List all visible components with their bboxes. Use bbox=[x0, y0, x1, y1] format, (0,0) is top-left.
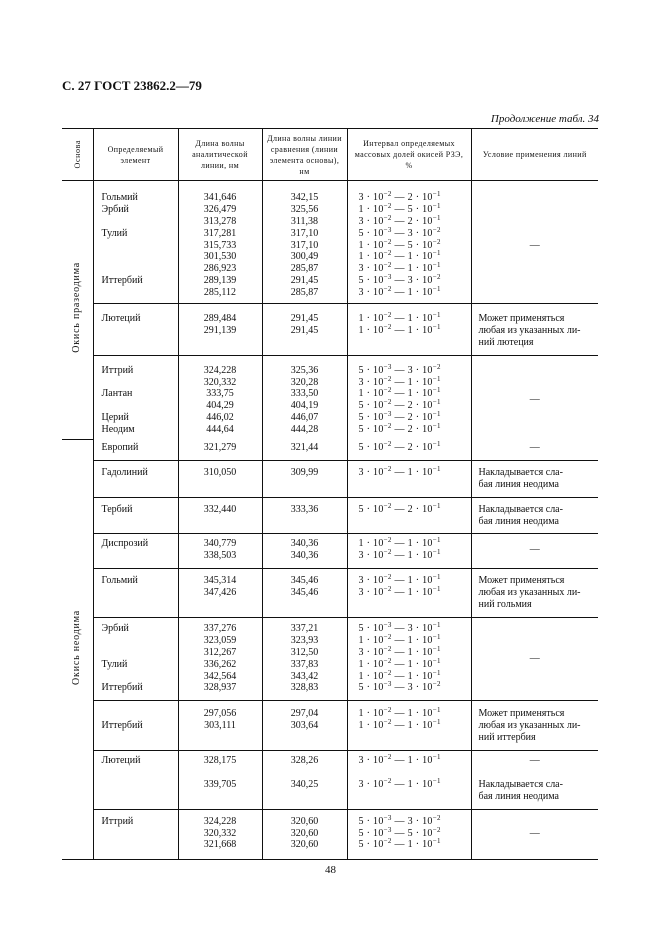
range-value: $5 \cdot 10^{-3}$ — $3 \cdot 10^{-1}$ bbox=[358, 620, 441, 634]
wl-comparison-cell bbox=[262, 534, 347, 569]
wavelength-value: 337,83 bbox=[290, 658, 319, 670]
condition-text: ний иттербия bbox=[478, 732, 536, 744]
element-cell bbox=[93, 304, 178, 356]
wl-analytical-cell bbox=[178, 750, 262, 772]
wavelength-value: 342,564 bbox=[203, 670, 237, 682]
range-value: $3 \cdot 10^{-2}$ — $2 \cdot 10^{-1}$ bbox=[358, 190, 441, 203]
wavelength-value: 312,267 bbox=[203, 646, 237, 658]
condition-text: любая из указанных ли- bbox=[478, 324, 581, 336]
element-name bbox=[102, 635, 178, 647]
element-name bbox=[102, 263, 178, 275]
table-row bbox=[62, 569, 598, 618]
wavelength-value: 325,36 bbox=[290, 364, 319, 376]
wavelength-value: 345,46 bbox=[290, 575, 319, 587]
condition-cell bbox=[471, 773, 598, 809]
element-name bbox=[102, 240, 178, 252]
condition-text: бая линия неодима bbox=[478, 790, 559, 802]
wl-analytical-cell bbox=[178, 773, 262, 809]
element-name: Эрбий bbox=[101, 203, 129, 215]
wavelength-value: 320,332 bbox=[203, 827, 237, 839]
element-name: Иттербий bbox=[101, 720, 143, 732]
element-name: Эрбий bbox=[101, 622, 129, 634]
element-name: Лютеций bbox=[101, 313, 141, 325]
col-header-range: Интервал определяемых массовых долей окисей РЗЭ, % bbox=[347, 129, 471, 181]
range-value: $5 \cdot 10^{-2}$ — $1 \cdot 10^{-1}$ bbox=[358, 837, 441, 851]
wavelength-value: 303,64 bbox=[290, 720, 319, 732]
wavelength-value: 333,75 bbox=[206, 388, 234, 400]
wl-analytical-cell bbox=[178, 534, 262, 569]
wavelength-value: 323,059 bbox=[203, 634, 237, 646]
condition-cell bbox=[471, 617, 598, 700]
element-name bbox=[102, 779, 178, 791]
element-name: Гольмий bbox=[101, 192, 138, 203]
element-cell bbox=[93, 773, 178, 809]
condition-dash: — bbox=[529, 754, 540, 766]
table-row bbox=[62, 497, 598, 534]
element-name: Иттербий bbox=[101, 682, 143, 694]
condition-cell bbox=[471, 439, 598, 460]
wavelength-value: 333,50 bbox=[290, 388, 319, 400]
range-value: $5 \cdot 10^{-2}$ — $2 \cdot 10^{-1}$ bbox=[358, 501, 441, 515]
wavelength-value: 340,36 bbox=[290, 550, 319, 562]
condition-cell bbox=[471, 750, 598, 772]
base-cell bbox=[62, 439, 93, 860]
range-cell bbox=[347, 497, 471, 534]
element-name: Гольмий bbox=[101, 575, 138, 587]
range-cell bbox=[347, 355, 471, 439]
wavelength-value: 404,29 bbox=[206, 400, 234, 412]
range-value: $1 \cdot 10^{-2}$ — $1 \cdot 10^{-1}$ bbox=[358, 656, 441, 670]
wavelength-value: 343,42 bbox=[290, 670, 319, 682]
wavelength-value: 333,36 bbox=[290, 503, 319, 515]
element-name: Тулий bbox=[101, 227, 128, 239]
element-name bbox=[102, 839, 178, 851]
table-row bbox=[62, 773, 598, 809]
wl-comparison-cell bbox=[262, 809, 347, 860]
range-value: $3 \cdot 10^{-2}$ — $1 \cdot 10^{-1}$ bbox=[358, 752, 441, 766]
range-cell bbox=[347, 809, 471, 860]
condition-cell bbox=[471, 181, 598, 304]
range-cell bbox=[347, 701, 471, 751]
wl-comparison-cell bbox=[262, 355, 347, 439]
base-label: Окись неодима bbox=[71, 609, 83, 685]
wavelength-value: 313,278 bbox=[203, 215, 237, 227]
wavelength-value: 404,19 bbox=[290, 400, 319, 412]
element-cell bbox=[93, 809, 178, 860]
element-cell bbox=[93, 701, 178, 751]
range-value: $1 \cdot 10^{-2}$ — $1 \cdot 10^{-1}$ bbox=[358, 632, 441, 646]
wl-comparison-cell bbox=[262, 773, 347, 809]
table-row bbox=[62, 617, 598, 700]
col-header-base: Основа bbox=[62, 129, 93, 181]
range-value: $5 \cdot 10^{-3}$ — $5 \cdot 10^{-2}$ bbox=[358, 825, 441, 839]
condition-text: ний гольмия bbox=[478, 599, 532, 611]
wl-analytical-cell bbox=[178, 181, 262, 304]
wavelength-value: 347,426 bbox=[203, 587, 237, 599]
wl-analytical-cell bbox=[178, 569, 262, 618]
wavelength-value: 328,83 bbox=[290, 682, 319, 694]
range-value: $3 \cdot 10^{-2}$ — $1 \cdot 10^{-1}$ bbox=[358, 585, 441, 599]
condition-text: Может применяться bbox=[478, 313, 565, 325]
condition-text: бая линия неодима bbox=[478, 478, 559, 490]
range-cell bbox=[347, 181, 471, 304]
wavelength-value: 285,112 bbox=[203, 287, 237, 299]
table-row bbox=[62, 750, 598, 772]
wl-analytical-cell bbox=[178, 460, 262, 497]
wl-analytical-cell bbox=[178, 701, 262, 751]
wavelength-value: 339,705 bbox=[203, 778, 237, 790]
table-row bbox=[62, 439, 598, 460]
element-name: Иттрий bbox=[101, 815, 134, 827]
table-row bbox=[62, 304, 598, 356]
wavelength-value: 446,07 bbox=[290, 412, 319, 424]
wavelength-value: 291,45 bbox=[290, 313, 319, 325]
condition-dash: — bbox=[529, 442, 540, 454]
wavelength-value: 321,279 bbox=[203, 442, 237, 454]
condition-dash: — bbox=[529, 652, 540, 664]
wavelength-value: 321,668 bbox=[203, 839, 237, 851]
condition-cell bbox=[471, 534, 598, 569]
range-value: $5 \cdot 10^{-3}$ — $3 \cdot 10^{-2}$ bbox=[358, 813, 441, 827]
table-row bbox=[62, 534, 598, 569]
wavelength-value: 326,479 bbox=[203, 203, 237, 215]
condition-text: Может применяться bbox=[478, 708, 565, 720]
condition-dash: — bbox=[529, 827, 540, 839]
condition-cell bbox=[471, 355, 598, 439]
element-name bbox=[102, 587, 178, 599]
wavelength-value: 286,923 bbox=[203, 263, 237, 275]
range-cell bbox=[347, 439, 471, 460]
element-name bbox=[102, 400, 178, 412]
wavelength-value: 340,36 bbox=[290, 538, 319, 550]
element-cell bbox=[93, 460, 178, 497]
table-header-row bbox=[62, 129, 598, 181]
range-value: $1 \cdot 10^{-2}$ — $1 \cdot 10^{-1}$ bbox=[358, 311, 441, 325]
range-value: $5 \cdot 10^{-3}$ — $3 \cdot 10^{-2}$ bbox=[358, 225, 441, 239]
wavelength-value: 328,26 bbox=[290, 754, 319, 766]
element-cell bbox=[93, 617, 178, 700]
wavelength-value: 289,139 bbox=[203, 275, 237, 287]
range-value: $3 \cdot 10^{-2}$ — $1 \cdot 10^{-1}$ bbox=[358, 374, 441, 388]
range-value: $1 \cdot 10^{-2}$ — $1 \cdot 10^{-1}$ bbox=[358, 322, 441, 336]
range-value: $5 \cdot 10^{-3}$ — $2 \cdot 10^{-1}$ bbox=[358, 410, 441, 424]
wavelength-value: 337,276 bbox=[203, 622, 237, 634]
wavelength-value: 312,50 bbox=[290, 646, 319, 658]
element-name bbox=[102, 708, 178, 720]
condition-cell bbox=[471, 304, 598, 356]
range-value: $3 \cdot 10^{-2}$ — $2 \cdot 10^{-1}$ bbox=[358, 213, 441, 227]
page-header: С. 27 ГОСТ 23862.2—79 bbox=[62, 78, 202, 93]
wavelength-value: 317,281 bbox=[203, 227, 237, 239]
wavelength-value: 291,45 bbox=[290, 324, 319, 336]
range-value: $3 \cdot 10^{-2}$ — $1 \cdot 10^{-1}$ bbox=[358, 464, 441, 478]
element-cell bbox=[93, 534, 178, 569]
wl-comparison-cell bbox=[262, 701, 347, 751]
range-value: $5 \cdot 10^{-3}$ — $3 \cdot 10^{-2}$ bbox=[358, 680, 441, 694]
col-header-wl-comparison: Длина волны линии сравнения (линии элемента основы), нм bbox=[262, 129, 347, 181]
element-cell bbox=[93, 569, 178, 618]
wavelength-value: 285,87 bbox=[290, 287, 319, 299]
condition-dash: — bbox=[529, 544, 540, 556]
condition-text: ний лютеция bbox=[478, 336, 534, 348]
wavelength-value: 332,440 bbox=[203, 503, 237, 515]
wl-comparison-cell bbox=[262, 181, 347, 304]
wavelength-value: 320,60 bbox=[290, 827, 319, 839]
range-value: $1 \cdot 10^{-2}$ — $1 \cdot 10^{-1}$ bbox=[358, 706, 441, 720]
wavelength-value: 317,10 bbox=[290, 239, 319, 251]
wavelength-value: 324,228 bbox=[203, 815, 237, 827]
wavelength-value: 328,937 bbox=[203, 682, 237, 694]
condition-text: Накладывается сла- bbox=[478, 466, 563, 478]
condition-text: Накладывается сла- bbox=[478, 778, 563, 790]
element-name: Церий bbox=[101, 412, 129, 424]
element-name: Неодим bbox=[101, 424, 135, 436]
wl-analytical-cell bbox=[178, 355, 262, 439]
wavelength-value: 337,21 bbox=[290, 622, 319, 634]
element-cell bbox=[93, 750, 178, 772]
wavelength-value: 323,93 bbox=[290, 634, 319, 646]
wavelength-value: 444,64 bbox=[206, 424, 234, 436]
wavelength-value: 301,530 bbox=[203, 251, 237, 263]
wavelength-value: 317,10 bbox=[290, 227, 319, 239]
range-cell bbox=[347, 460, 471, 497]
wl-analytical-cell bbox=[178, 439, 262, 460]
element-name bbox=[102, 647, 178, 659]
wavelength-value: 328,175 bbox=[203, 754, 237, 766]
table-row bbox=[62, 809, 598, 860]
element-name: Диспрозий bbox=[101, 538, 149, 550]
wl-comparison-cell bbox=[262, 750, 347, 772]
wl-comparison-cell bbox=[262, 460, 347, 497]
condition-text: Накладывается сла- bbox=[478, 503, 563, 515]
element-name: Лютеций bbox=[101, 754, 141, 766]
wavelength-value: 336,262 bbox=[203, 658, 237, 670]
element-name: Европий bbox=[101, 442, 139, 454]
wavelength-value: 338,503 bbox=[203, 550, 237, 562]
condition-text: любая из указанных ли- bbox=[478, 720, 581, 732]
base-label: Окись празеодима bbox=[71, 262, 83, 354]
wl-comparison-cell bbox=[262, 497, 347, 534]
wavelength-value: 340,779 bbox=[203, 538, 237, 550]
wl-analytical-cell bbox=[178, 809, 262, 860]
wl-analytical-cell bbox=[178, 617, 262, 700]
page-number: 48 bbox=[325, 864, 336, 876]
wavelength-value: 342,15 bbox=[290, 192, 319, 203]
condition-text: бая линия неодима bbox=[478, 515, 559, 527]
element-name: Тербий bbox=[101, 503, 133, 515]
wavelength-value: 300,49 bbox=[290, 251, 319, 263]
wavelength-value: 297,056 bbox=[203, 708, 237, 720]
wavelength-value: 446,02 bbox=[206, 412, 234, 424]
wavelength-value bbox=[263, 732, 347, 744]
wl-comparison-cell bbox=[262, 617, 347, 700]
wavelength-value: 345,314 bbox=[203, 575, 237, 587]
element-cell bbox=[93, 497, 178, 534]
element-name bbox=[102, 828, 178, 840]
wavelength-value: 320,60 bbox=[290, 839, 319, 851]
element-cell bbox=[93, 355, 178, 439]
range-value: $3 \cdot 10^{-2}$ — $1 \cdot 10^{-1}$ bbox=[358, 548, 441, 562]
table-row bbox=[62, 181, 598, 304]
wl-comparison-cell bbox=[262, 569, 347, 618]
wavelength-value: 311,38 bbox=[290, 215, 319, 227]
wavelength-value: 289,484 bbox=[203, 313, 237, 325]
range-value bbox=[359, 732, 471, 744]
col-header-condition: Условие применения линий bbox=[471, 129, 598, 181]
element-name bbox=[102, 325, 178, 337]
wavelength-value: 310,050 bbox=[203, 466, 237, 478]
wavelength-value: 285,87 bbox=[290, 263, 319, 275]
range-value: $5 \cdot 10^{-3}$ — $3 \cdot 10^{-2}$ bbox=[358, 273, 441, 287]
condition-cell bbox=[471, 569, 598, 618]
wavelength-value: 341,646 bbox=[203, 192, 237, 203]
element-name bbox=[102, 251, 178, 263]
range-value: $5 \cdot 10^{-3}$ — $3 \cdot 10^{-2}$ bbox=[358, 362, 441, 376]
wavelength-value: 315,733 bbox=[203, 239, 237, 251]
range-value: $1 \cdot 10^{-2}$ — $1 \cdot 10^{-1}$ bbox=[358, 386, 441, 400]
condition-cell bbox=[471, 497, 598, 534]
element-name bbox=[102, 287, 178, 299]
range-value: $1 \cdot 10^{-2}$ — $1 \cdot 10^{-1}$ bbox=[358, 249, 441, 263]
range-cell bbox=[347, 534, 471, 569]
wl-analytical-cell bbox=[178, 497, 262, 534]
condition-dash: — bbox=[529, 394, 540, 406]
wavelength-value: 320,332 bbox=[203, 376, 237, 388]
wavelength-value: 324,228 bbox=[203, 364, 237, 376]
condition-dash: — bbox=[529, 239, 540, 251]
range-value: $3 \cdot 10^{-2}$ — $1 \cdot 10^{-1}$ bbox=[358, 776, 441, 790]
element-name bbox=[102, 216, 178, 228]
element-name bbox=[102, 550, 178, 562]
range-value: $1 \cdot 10^{-2}$ — $5 \cdot 10^{-1}$ bbox=[358, 201, 441, 215]
wavelength-value: 291,45 bbox=[290, 275, 319, 287]
range-value: $1 \cdot 10^{-2}$ — $5 \cdot 10^{-2}$ bbox=[358, 237, 441, 251]
element-name: Иттрий bbox=[101, 364, 134, 376]
range-value: $1 \cdot 10^{-2}$ — $1 \cdot 10^{-1}$ bbox=[358, 718, 441, 732]
condition-text: Может применяться bbox=[478, 575, 565, 587]
range-value: $1 \cdot 10^{-2}$ — $1 \cdot 10^{-1}$ bbox=[358, 668, 441, 682]
wl-analytical-cell bbox=[178, 304, 262, 356]
base-cell bbox=[62, 181, 93, 440]
range-value: $3 \cdot 10^{-2}$ — $1 \cdot 10^{-1}$ bbox=[358, 285, 441, 299]
table-continuation-note: Продолжение табл. 34 bbox=[490, 113, 599, 125]
wavelength-value: 320,60 bbox=[290, 815, 319, 827]
element-name: Гадолиний bbox=[101, 466, 148, 478]
wl-comparison-cell bbox=[262, 439, 347, 460]
element-name bbox=[102, 377, 178, 389]
condition-cell bbox=[471, 809, 598, 860]
range-value: $1 \cdot 10^{-2}$ — $1 \cdot 10^{-1}$ bbox=[358, 536, 441, 550]
range-cell bbox=[347, 569, 471, 618]
element-name bbox=[102, 732, 178, 744]
range-value: $5 \cdot 10^{-2}$ — $2 \cdot 10^{-1}$ bbox=[358, 398, 441, 412]
element-name: Иттербий bbox=[101, 275, 143, 287]
wavelength-value: 321,44 bbox=[290, 442, 319, 454]
col-header-element: Определяемый элемент bbox=[93, 129, 178, 181]
range-cell bbox=[347, 617, 471, 700]
range-value: $5 \cdot 10^{-2}$ — $2 \cdot 10^{-1}$ bbox=[358, 422, 441, 436]
col-header-wl-analytical: Длина волны аналитической линии, нм bbox=[178, 129, 262, 181]
condition-text: любая из указанных ли- bbox=[478, 587, 581, 599]
range-value: $5 \cdot 10^{-2}$ — $2 \cdot 10^{-1}$ bbox=[358, 440, 441, 454]
wavelength-value: 325,56 bbox=[290, 203, 319, 215]
range-value: $3 \cdot 10^{-2}$ — $1 \cdot 10^{-1}$ bbox=[358, 261, 441, 275]
element-name: Лантан bbox=[101, 388, 133, 400]
spectral-lines-table bbox=[62, 128, 598, 860]
wavelength-value: 444,28 bbox=[290, 424, 319, 436]
wavelength-value: 320,28 bbox=[290, 376, 319, 388]
range-cell bbox=[347, 750, 471, 772]
element-name bbox=[102, 671, 178, 683]
condition-cell bbox=[471, 701, 598, 751]
range-cell bbox=[347, 304, 471, 356]
wl-comparison-cell bbox=[262, 304, 347, 356]
table-row bbox=[62, 460, 598, 497]
condition-cell bbox=[471, 460, 598, 497]
element-cell bbox=[93, 181, 178, 304]
table-row bbox=[62, 701, 598, 751]
range-value: $3 \cdot 10^{-2}$ — $1 \cdot 10^{-1}$ bbox=[358, 644, 441, 658]
wavelength-value bbox=[179, 732, 262, 744]
table-row bbox=[62, 355, 598, 439]
range-cell bbox=[347, 773, 471, 809]
wavelength-value: 340,25 bbox=[290, 778, 319, 790]
wavelength-value: 309,99 bbox=[290, 466, 319, 478]
wavelength-value: 297,04 bbox=[290, 708, 319, 720]
element-cell bbox=[93, 439, 178, 460]
wavelength-value: 345,46 bbox=[290, 587, 319, 599]
element-name: Тулий bbox=[101, 658, 128, 670]
range-value: $3 \cdot 10^{-2}$ — $1 \cdot 10^{-1}$ bbox=[358, 573, 441, 587]
wavelength-value: 303,111 bbox=[204, 720, 236, 732]
wavelength-value: 291,139 bbox=[203, 324, 237, 336]
